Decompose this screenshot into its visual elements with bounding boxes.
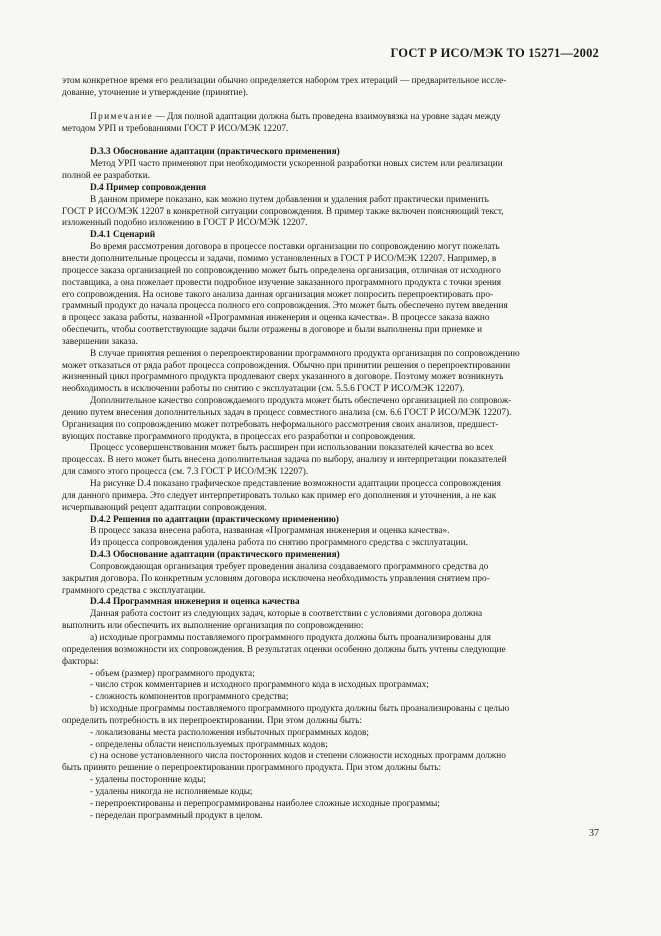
text-line: ГОСТ Р ИСО/МЭК 12207 в конкретной ситуации сопровождения. В пример также включен поясняющий текст,	[62, 206, 504, 217]
text-line: Дополнительное качество сопровождаемого продукта может быть обеспечено организацией по сопровож-	[90, 396, 512, 407]
text-line: может отказаться от ряда работ процесса сопровождения. Обычно при принятии решения о перепроектировании	[62, 360, 511, 371]
text-line: поставщика, а она пожелает провести подробное изучение заказанного программного продукта с точки зрения	[62, 277, 502, 288]
note-text: — Для полной адаптации должна быть проведена взаимоувязка на уровне задач между	[153, 111, 501, 122]
text-line: В процесс заказа внесена работа, названная «Программная инженерия и оценка качества».	[90, 526, 450, 537]
text-line: а) исходные программы поставляемого программного продукта должны быть проанализированы для	[90, 632, 491, 643]
text-line: для самого этого процесса (см. 7.3 ГОСТ Р ИСО/МЭК 12207).	[62, 467, 309, 478]
page-number: 37	[589, 828, 599, 839]
text-line: процессах. В него может быть внесена дополнительная задача по выбору, анализу и интерпретации показателей	[62, 455, 507, 466]
text-line: этом конкретное время его реализации обычно определяется набором трех итераций — предварительное иссле-	[62, 76, 507, 86]
section-heading-d41: D.4.1 Сценарий	[90, 230, 156, 241]
text-line: с) на основе установленного числа посторонних кодов и степени сложности исходных программ должно	[90, 751, 506, 762]
text-line: Метод УРП часто применяют при необходимости ускоренной разработки новых систем или реализации	[90, 159, 503, 170]
text-line: полной ее разработки.	[62, 171, 150, 182]
section-heading-d43: D.4.3 Обоснование адаптации (практического применения)	[90, 550, 340, 561]
document-header: ГОСТ Р ИСО/МЭК ТО 15271—2002	[390, 46, 599, 60]
text-line: закрытия договора. По конкретным условиям договора исключена необходимость управления снятием про-	[62, 573, 490, 584]
text-line: дению путем внесения дополнительных задач в процесс совместного анализа (см. 6.6 ГОСТ Р ИСО/МЭК 12207).	[62, 407, 512, 418]
text-line: для данного примера. Это следует интерпретировать только как пример его дополнения и уточнения, а не как	[62, 490, 497, 501]
list-item: - определены области неиспользуемых программных кодов;	[90, 739, 328, 750]
text-line: граммного средства с эксплуатации.	[62, 585, 206, 596]
text-line: вующих поставке программного продукта, в процессах его разработки и сопровождения.	[62, 431, 416, 442]
text-line: жизненный цикл программного продукта продлевают сверх указанного в договоре. Поэтому может возникнуть	[62, 372, 504, 383]
list-item: - удалены никогда не исполняемые коды;	[90, 786, 253, 797]
text-line: Из процесса сопровождения удалена работа по снятию программного средства с эксплуатации.	[90, 538, 468, 549]
text-line: Организация по сопровождению может потребовать неформального рассмотрения своих анализов, предшест-	[62, 419, 499, 430]
text-line: b) исходные программы поставляемого программного продукта должны быть проанализированы с целью	[90, 704, 510, 715]
text-line: Во время рассмотрения договора в процессе поставки организации по сопровождению могут пожелать	[90, 242, 500, 253]
note-label: Примечание	[90, 111, 153, 122]
text-line: На рисунке D.4 показано графическое представление возможности адаптации процесса сопровождения	[90, 479, 501, 489]
list-item: - удалены посторонние коды;	[90, 775, 206, 786]
text-line: исчерпывающий рецепт адаптации сопровождения.	[62, 502, 267, 513]
document-body	[62, 76, 599, 822]
text-line: выполнить или обеспечить их выполнение организация по сопровождению:	[62, 621, 364, 632]
list-item: - объем (размер) программного продукта;	[90, 668, 255, 679]
list-item: - переделан программный продукт в целом.	[90, 810, 263, 821]
note	[62, 112, 599, 124]
section-heading-d42: D.4.2 Решения по адаптации (практическому применению)	[90, 514, 339, 525]
text-line: В данном примере показано, как можно путем добавления и удаления работ практически применить	[90, 194, 489, 205]
text-line: внести дополнительные процессы и задачи, помимо установленных в ГОСТ Р ИСО/МЭК 12207. Например, в	[62, 253, 497, 264]
text-line: процессе заказа организацией по сопровождению может быть определена организация, отличная от исходного	[62, 265, 501, 276]
text-line: Сопровождающая организация требует проведения анализа создаваемого программного средства до	[90, 561, 489, 572]
text-line: методом УРП и требованиями ГОСТ Р ИСО/МЭК 12207.	[62, 123, 289, 134]
text-line: обеспечить, чтобы соответствующие задачи были отражены в договоре и были выполнены при приемке и	[62, 325, 483, 336]
text-line: дование, уточнение и утверждение (принятие).	[62, 87, 249, 98]
text-line: граммный продукт до начала процесса полного его сопровождения. Это может быть обеспечено путем введения	[62, 301, 508, 312]
text-line: Данная работа состоит из следующих задач, которые в соответствии с условиями договора должна	[90, 609, 483, 620]
list-item: - сложность компонентов программного средства;	[90, 692, 289, 703]
list-item: - число строк комментариев и исходного программного кода в исходных программах;	[90, 680, 429, 691]
text-line: В случае принятия решения о перепроектировании программного продукта организация по сопровождению	[90, 348, 520, 359]
list-item: - перепроектированы и перепрограммированы наиболее сложные исходные программы;	[90, 798, 440, 809]
text-line: определить потребность в их перепроектировании. При этом должны быть:	[62, 715, 362, 726]
text-line: необходимость в исключении работы по снятию с эксплуатации (см. 5.5.6 ГОСТ Р ИСО/МЭК 12207).	[62, 384, 465, 395]
section-heading-d44: D.4.4 Программная инженерия и оценка качества	[90, 597, 300, 608]
text-line: определения возможности их сопровождения. В результатах оценки особенно должны быть учтены следующие	[62, 644, 506, 655]
list-item: - локализованы места расположения избыточных программных кодов;	[90, 727, 369, 738]
section-heading-d33: D.3.3 Обоснование адаптации (практического применения)	[90, 147, 340, 158]
text-line: изложенный подобно изложению в ГОСТ Р ИСО/МЭК 12207.	[62, 218, 308, 229]
text-line: завершении заказа.	[62, 336, 138, 347]
text-line: его сопровождения. На основе такого анализа данная организация может попросить перепроектировать про-	[62, 289, 494, 300]
text-line: быть принято решение о перепроектировании программного продукта. При этом должны быть:	[62, 763, 442, 774]
text-line: в процесс заказа работы, названной «Программная инженерия и оценка качества». В процессе заказа важно	[62, 313, 490, 324]
text-line: факторы:	[62, 656, 99, 667]
section-heading-d4: D.4 Пример сопровождения	[90, 182, 207, 193]
text-line: Процесс усовершенствования может быть расширен при использовании показателей качества во всех	[90, 443, 494, 454]
